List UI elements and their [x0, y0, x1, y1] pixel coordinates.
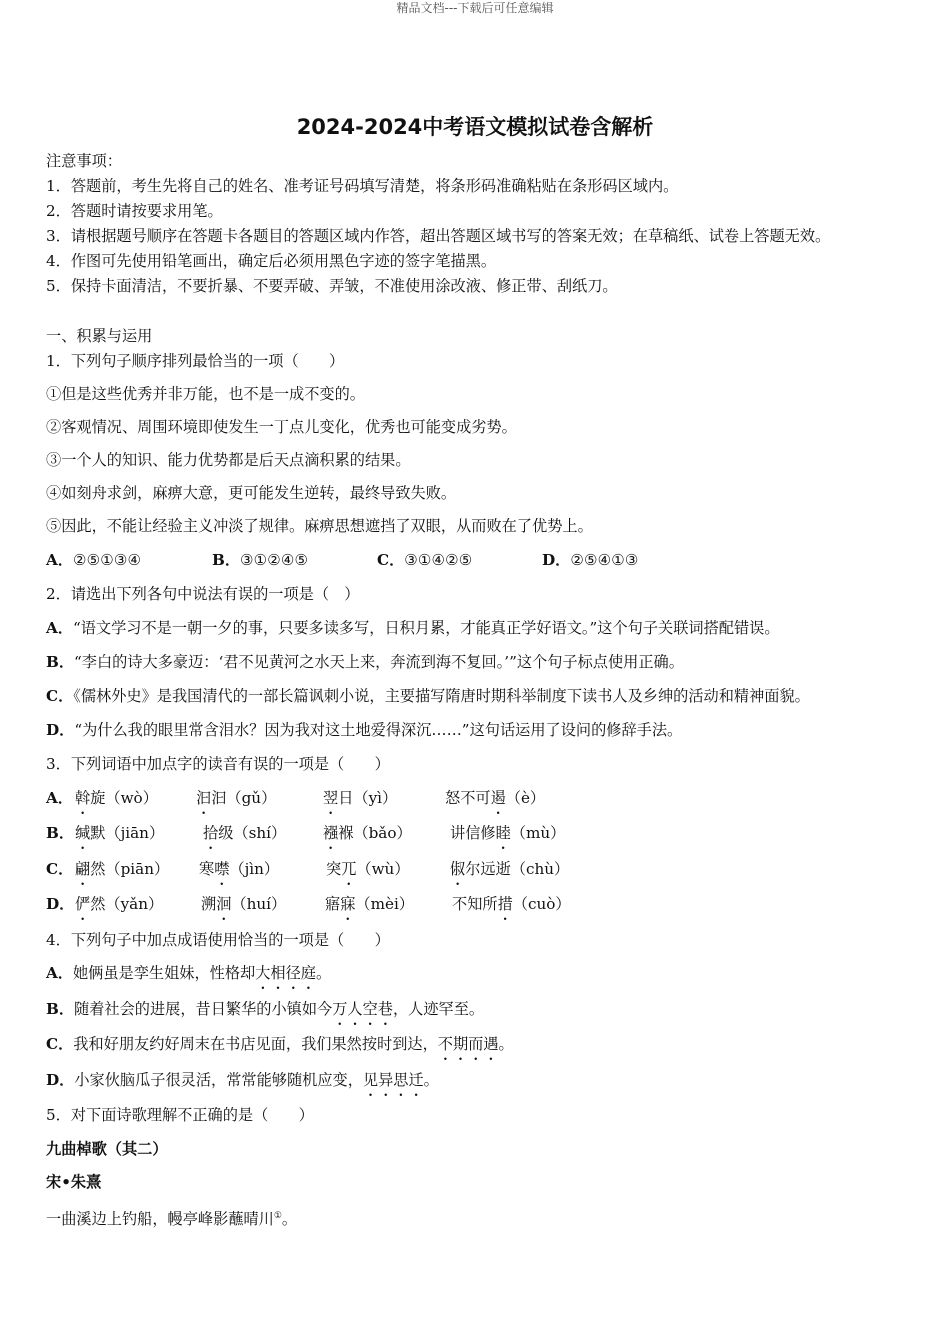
- sentence-item: ④如刻舟求剑，麻痹大意，更可能发生逆转，最终导致失败。: [46, 484, 457, 502]
- dotted-char: 空: [362, 1000, 378, 1018]
- dotted-idiom: [332, 1000, 393, 1018]
- dotted-idiom: [363, 1071, 424, 1089]
- option-a-label: A．: [46, 789, 73, 807]
- sentence-item: ①但是这些优秀并非万能，也不是一成不变的。: [46, 385, 365, 403]
- word-item: 讲信修睦（mù）: [450, 824, 566, 842]
- section-heading: 一、积累与运用: [46, 327, 153, 345]
- dotted-char: 遇: [483, 1035, 499, 1053]
- word-item: 突兀（wù）: [326, 860, 410, 878]
- page-header: 精品文档---下载后可任意编辑: [396, 1, 554, 15]
- dotted-char: 相: [270, 964, 286, 982]
- word-item: 俨然（yǎn）: [75, 895, 164, 913]
- dotted-idiom: [255, 964, 316, 982]
- option-b: B．③①②④⑤: [212, 551, 309, 569]
- word-item: 不知所措（cuò）: [452, 895, 571, 913]
- question-stem: 4．下列句子中加点成语使用恰当的一项是（ ）: [46, 931, 390, 949]
- dotted-char: 径: [285, 964, 301, 982]
- option-a: A．②⑤①③④: [46, 551, 142, 569]
- word-item: 翩然（piān）: [75, 860, 170, 878]
- option-c: C．我和好朋友约好周末在书店见面，我们果然按时到达，不期而遇。: [46, 1035, 514, 1053]
- sentence-item: ③一个人的知识、能力优势都是后天点滴积累的结果。: [46, 451, 411, 469]
- dotted-char: 思: [393, 1071, 409, 1089]
- notice-item: 2．答题时请按要求用笔。: [46, 202, 223, 220]
- word-item: 翌日（yì）: [323, 789, 398, 807]
- notice-item: 5．保持卡面清洁，不要折暴、不要弄破、弄皱，不准使用涂改液、修正带、刮纸刀。: [46, 277, 618, 295]
- footnote-mark: ①: [273, 1211, 282, 1221]
- option-c: C．《儒林外史》是我国清代的一部长篇讽刺小说，主要描写隋唐时期科举制度下读书人及乡绅的活动和精神面貌。: [46, 687, 810, 705]
- dotted-char: 不: [437, 1035, 453, 1053]
- notice-heading: 注意事项：: [46, 152, 122, 170]
- dotted-char: 万: [332, 1000, 348, 1018]
- word-item: 汩汩（gǔ）: [196, 789, 277, 807]
- word-item: 寤寐（mèi）: [325, 895, 414, 913]
- dotted-char: 大: [255, 964, 271, 982]
- option-c: C．③①④②⑤: [377, 551, 473, 569]
- notice-item: 1．答题前，考生先将自己的姓名、准考证号码填写清楚，将条形码准确粘贴在条形码区域内。: [46, 177, 679, 195]
- question-stem: 1．下列句子顺序排列最恰当的一项（ ）: [46, 352, 345, 370]
- poem-title: 九曲棹歌（其二）: [46, 1140, 168, 1158]
- word-item: 斡旋（wò）: [75, 789, 158, 807]
- word-item: 襁褓（bǎo）: [323, 824, 412, 842]
- question-stem: 5．对下面诗歌理解不正确的是（ ）: [46, 1106, 314, 1124]
- poem-line: 一曲溪边上钓船，幔亭峰影蘸晴川①。: [46, 1210, 298, 1229]
- option-a: A．“语文学习不是一朝一夕的事，只要多读多写，日积月累，才能真正学好语文。”这个句子关联词搭配错误。: [46, 619, 780, 637]
- dotted-char: 巷: [377, 1000, 393, 1018]
- notice-item: 3．请根据题号顺序在答题卡各题目的答题区域内作答，超出答题区域书写的答案无效；在草稿纸、试卷上答题无效。: [46, 227, 831, 245]
- option-d: D．小家伙脑瓜子很灵活，常常能够随机应变，见异思迁。: [46, 1071, 439, 1089]
- word-item: 溯洄（huí）: [201, 895, 287, 913]
- dotted-char: 人: [347, 1000, 363, 1018]
- question-stem: 2．请选出下列各句中说法有误的一项是（ ）: [46, 585, 360, 603]
- option-b-label: B．: [46, 824, 75, 842]
- dotted-char: 而: [468, 1035, 484, 1053]
- dotted-char: 庭: [300, 964, 316, 982]
- dotted-idiom: [438, 1035, 499, 1053]
- option-d: D．“为什么我的眼里常含泪水？因为我对这土地爱得深沉……”这句话运用了设问的修辞手法。: [46, 721, 683, 739]
- option-b: B．“李白的诗大多豪迈：‘君不见黄河之水天上来，奔流到海不复回。’”这个句子标点使用正确。: [46, 653, 684, 671]
- dotted-char: 期: [452, 1035, 469, 1053]
- option-a: A．她俩虽是孪生姐妹，性格却大相径庭。: [46, 964, 332, 982]
- word-item: 怒不可遏（è）: [445, 789, 546, 807]
- option-b: B．随着社会的进展，昔日繁华的小镇如今万人空巷，人迹罕至。: [46, 1000, 485, 1018]
- sentence-item: ⑤因此，不能让经验主义冲淡了规律。麻痹思想遮挡了双眼，从而败在了优势上。: [46, 517, 593, 535]
- sentence-item: ②客观情况、周围环境即使发生一丁点儿变化，优秀也可能变成劣势。: [46, 418, 517, 436]
- word-item: 寒噤（jìn）: [199, 860, 280, 878]
- option-c-label: C．: [46, 860, 74, 878]
- option-d-label: D．: [46, 895, 75, 913]
- word-item: 拾级（shí）: [203, 824, 287, 842]
- word-item: 缄默（jiān）: [75, 824, 165, 842]
- dotted-char: 异: [378, 1071, 394, 1089]
- option-d: D．②⑤④①③: [542, 551, 639, 569]
- dotted-char: 见: [362, 1071, 379, 1089]
- notice-item: 4．作图可先使用铅笔画出，确定后必须用黑色字迹的签字笔描黑。: [46, 252, 497, 270]
- page-title: 2024-2024中考语文模拟试卷含解析: [296, 115, 654, 139]
- dotted-char: 迁: [408, 1071, 424, 1089]
- word-item: 俶尔远逝（chù）: [450, 860, 570, 878]
- poem-author: 宋•朱熹: [46, 1173, 102, 1191]
- question-stem: 3．下列词语中加点字的读音有误的一项是（ ）: [46, 755, 390, 773]
